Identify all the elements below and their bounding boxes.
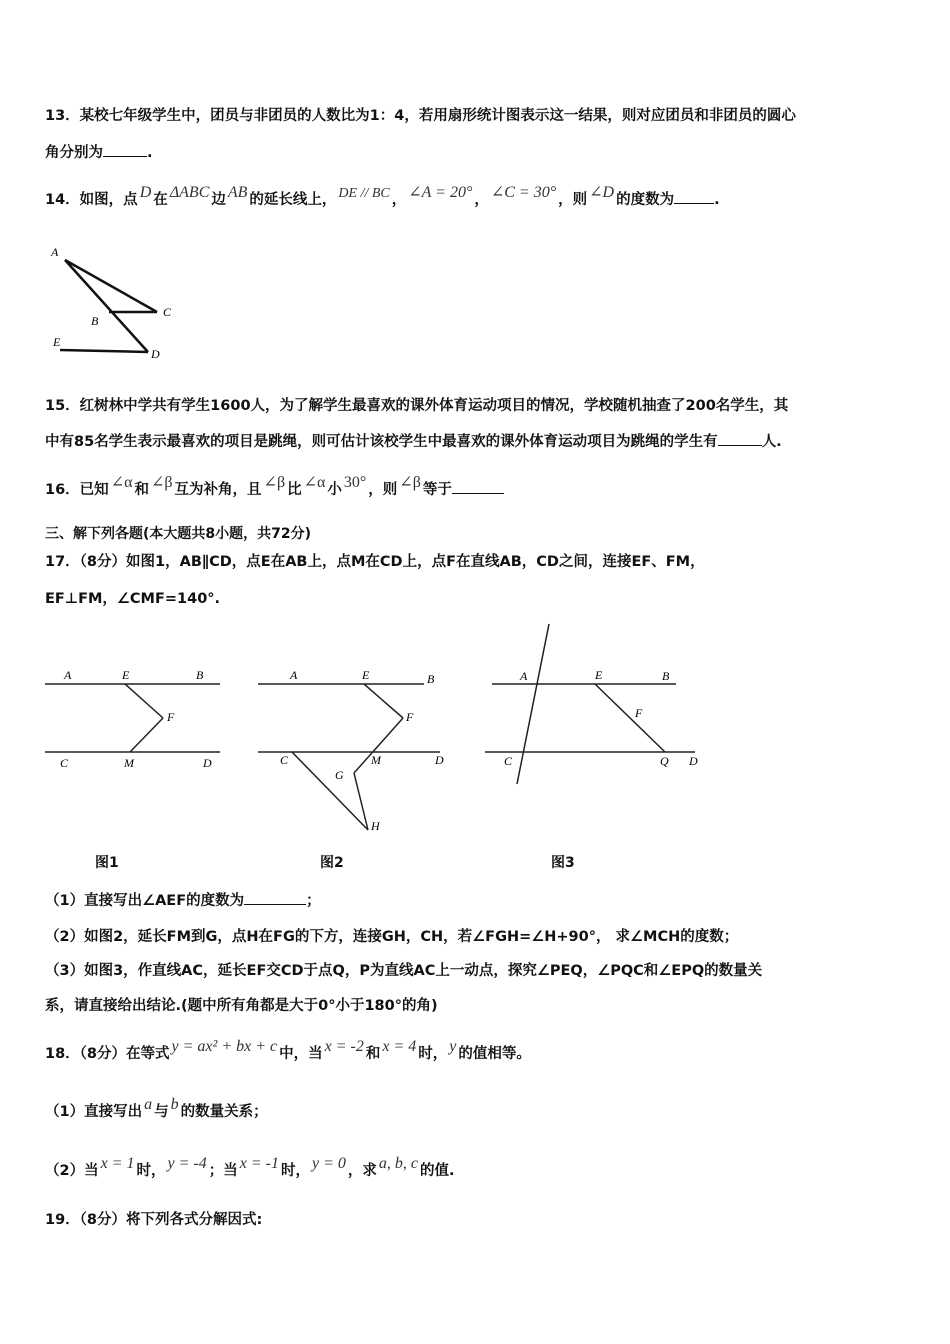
label-Q: Q xyxy=(660,754,669,768)
answer-blank xyxy=(718,433,762,446)
q14-text: 的延长线上， xyxy=(249,192,337,208)
label-H: H xyxy=(371,819,380,833)
q17-sub1 xyxy=(45,889,321,910)
q14-figure xyxy=(45,240,185,365)
label-F: F xyxy=(635,706,643,720)
section-heading: 三、解下列各题(本大题共8小题，共72分) xyxy=(45,526,312,542)
label-A: A xyxy=(290,668,298,682)
q17-sub1-end: ； xyxy=(306,893,321,909)
q18-text: 的数量关系； xyxy=(180,1104,268,1120)
answer-blank xyxy=(452,481,504,494)
math-x-neg1: x = -1 xyxy=(239,1155,279,1172)
label-B: B xyxy=(427,672,435,686)
q17-figure-1 xyxy=(45,665,225,775)
math-angle-beta: ∠β xyxy=(263,474,286,491)
label-E: E xyxy=(362,668,370,682)
q18-text: 的值. xyxy=(419,1163,455,1179)
math-abc: a, b, c xyxy=(378,1155,418,1172)
q16-text: 16．已知 xyxy=(45,482,109,498)
answer-blank xyxy=(244,892,306,905)
label-C: C xyxy=(60,756,69,770)
label-M: M xyxy=(371,753,381,767)
math-de-parallel-bc: DE // BC xyxy=(338,186,390,201)
q18-text: 时， xyxy=(280,1163,310,1179)
label-B: B xyxy=(662,669,670,683)
q17-sub3-line2: 系，请直接给出结论.(题中所有角都是大于0°小于180°的角) xyxy=(45,998,438,1014)
label-F: F xyxy=(406,710,414,724)
q17-figure-3 xyxy=(485,622,700,792)
q14-line xyxy=(45,184,720,209)
label-C: C xyxy=(280,753,289,767)
q13-line2 xyxy=(45,141,153,162)
math-equation: y = ax² + bx + c xyxy=(171,1038,278,1055)
math-angle-c: ∠C = 30° xyxy=(490,184,557,201)
answer-blank xyxy=(103,144,147,157)
q15-line2 xyxy=(45,430,782,451)
q15-line1: 15．红树林中学共有学生1600人，为了解学生最喜欢的课外体育运动项目的情况，学校随机抽查了200名学生，其 xyxy=(45,398,789,414)
q14-end: . xyxy=(714,192,720,208)
q14-text: 边 xyxy=(211,192,226,208)
q18-line xyxy=(45,1038,531,1063)
math-x-neg2: x = -2 xyxy=(324,1038,364,1055)
label-A: A xyxy=(51,245,59,259)
q14-comma: ， xyxy=(391,192,407,208)
math-angle-beta: ∠β xyxy=(399,474,421,491)
label-C: C xyxy=(163,305,172,319)
q14-text: 14．如图，点 xyxy=(45,192,138,208)
q14-comma: ， xyxy=(474,192,489,208)
q17-line2: EF⊥FM，∠CMF=140°. xyxy=(45,591,221,607)
math-AB: AB xyxy=(227,184,248,201)
q16-text: 和 xyxy=(134,482,149,498)
q16-text: 小 xyxy=(327,482,342,498)
q18-text: ；当 xyxy=(208,1163,238,1179)
q14-text: 在 xyxy=(153,192,168,208)
label-E: E xyxy=(53,335,61,349)
math-30-degrees: 30° xyxy=(343,474,367,491)
q16-text: ，则 xyxy=(368,482,398,498)
q14-text: ，则 xyxy=(558,192,588,208)
math-angle-d: ∠D xyxy=(589,184,615,201)
q13-line2-text: 角分别为 xyxy=(45,145,103,161)
math-y-0: y = 0 xyxy=(311,1155,346,1172)
q18-sub1 xyxy=(45,1096,268,1121)
q18-text: 和 xyxy=(365,1046,381,1062)
label-E: E xyxy=(595,668,603,682)
label-G: G xyxy=(335,768,344,782)
q13-end: . xyxy=(147,145,153,161)
q18-text: 时， xyxy=(136,1163,166,1179)
label-B: B xyxy=(196,668,204,682)
math-angle-a: ∠A = 20° xyxy=(408,184,473,201)
math-D: D xyxy=(139,184,152,201)
q18-text: （2）当 xyxy=(45,1163,99,1179)
q17-sub1-text: （1）直接写出∠AEF的度数为 xyxy=(45,893,245,909)
q17-figure-2 xyxy=(258,665,458,835)
label-M: M xyxy=(124,756,134,770)
math-y-neg4: y = -4 xyxy=(167,1155,207,1172)
label-B: B xyxy=(91,314,99,328)
q16-text: 等于 xyxy=(422,482,452,498)
label-C: C xyxy=(504,754,513,768)
math-y: y xyxy=(449,1038,457,1055)
label-D: D xyxy=(151,347,160,361)
q13-line1: 13．某校七年级学生中，团员与非团员的人数比为1：4，若用扇形统计图表示这一结果，则对应团员和非团员的圆心 xyxy=(45,108,796,124)
q18-text: 中，当 xyxy=(279,1046,323,1062)
q18-text: 18．（8分）在等式 xyxy=(45,1046,170,1062)
math-triangle-abc: ΔABC xyxy=(169,184,210,201)
label-D: D xyxy=(203,756,212,770)
math-x-4: x = 4 xyxy=(382,1038,417,1055)
q15-end: 人. xyxy=(761,434,782,450)
q16-line xyxy=(45,474,504,499)
label-E: E xyxy=(122,668,130,682)
math-x-1: x = 1 xyxy=(100,1155,135,1172)
q18-text: 时， xyxy=(418,1046,448,1062)
q18-text: 与 xyxy=(154,1104,169,1120)
q17-sub2: （2）如图2，延长FM到G，点H在FG的下方，连接GH，CH，若∠FGH=∠H+90°， 求∠MCH的度数； xyxy=(45,929,739,945)
figure-2-caption: 图2 xyxy=(320,855,344,871)
figure-1-caption: 图1 xyxy=(95,855,119,871)
q17-sub3-line1: （3）如图3，作直线AC，延长EF交CD于点Q，P为直线AC上一动点，探究∠PEQ，∠PQC和∠EPQ的数量关 xyxy=(45,963,763,979)
label-F: F xyxy=(167,710,175,724)
q16-text: 比 xyxy=(287,482,302,498)
q17-line1: 17．（8分）如图1，AB∥CD，点E在AB上，点M在CD上，点F在直线AB，CD之间，连接EF、FM， xyxy=(45,554,705,570)
label-A: A xyxy=(64,668,72,682)
math-angle-alpha: ∠α xyxy=(303,474,326,491)
q18-text: ，求 xyxy=(347,1163,377,1179)
answer-blank xyxy=(674,191,714,204)
figure-3-caption: 图3 xyxy=(551,855,575,871)
math-angle-beta: ∠β xyxy=(150,474,173,491)
math-a: a xyxy=(144,1096,153,1113)
math-b: b xyxy=(170,1096,179,1113)
q18-text: （1）直接写出 xyxy=(45,1104,143,1120)
q18-sub2 xyxy=(45,1155,455,1180)
q14-text: 的度数为 xyxy=(616,192,675,208)
label-A: A xyxy=(520,669,528,683)
q18-text: 的值相等。 xyxy=(458,1046,531,1062)
label-D: D xyxy=(435,753,444,767)
q15-line2-text: 中有85名学生表示最喜欢的项目是跳绳，则可估计该校学生中最喜欢的课外体育运动项目为跳绳的学生有 xyxy=(45,434,718,450)
math-angle-alpha: ∠α xyxy=(110,474,133,491)
q16-text: 互为补角，且 xyxy=(174,482,262,498)
label-D: D xyxy=(689,754,698,768)
q19-line: 19．（8分）将下列各式分解因式: xyxy=(45,1212,263,1228)
